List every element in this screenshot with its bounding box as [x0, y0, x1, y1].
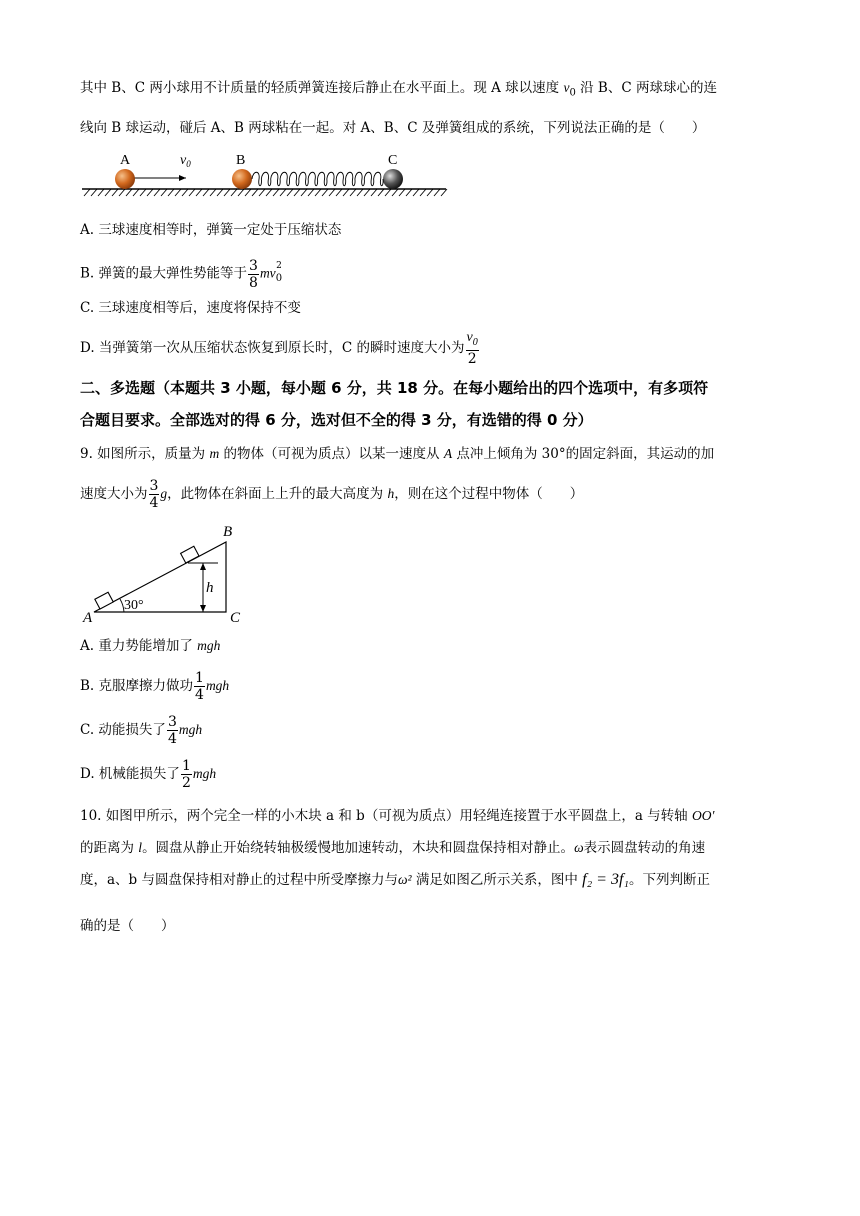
q8-option-a: A. 三球速度相等时，弹簧一定处于压缩状态: [80, 222, 342, 238]
q9-option-d: D. 机械能损失了 $\frac{1}{2}$ mgh: [80, 758, 217, 791]
ball-c: [383, 169, 403, 189]
q9-stem-line2: 速度大小为 $\frac{3}{4}$ g，此物体在斜面上上升的最大高度为 h，则在这个过程中物体（ ）: [80, 478, 584, 511]
q10-stem-line2: 的距离为 l。圆盘从静止开始绕转轴极缓慢地加速转动，木块和圆盘保持相对静止。ω表示圆盘转动的角速: [80, 840, 706, 856]
label-v0: $v_0$: [180, 153, 191, 169]
v0-symbol: v: [563, 80, 570, 95]
q10-stem-line1: 10. 如图甲所示，两个完全一样的小木块 a 和 b（可视为质点）用轻绳连接置于水平圆盘上，a 与转轴 OO′: [80, 808, 715, 824]
label-c: C: [388, 153, 398, 168]
fraction: $\frac{3}{8}$: [249, 257, 258, 291]
section-heading: 二、多选题（本题共 3 小题，每小题 6 分，共 18 分。在每小题给出的四个选项中，有多项符: [80, 379, 709, 397]
label-a: A: [83, 610, 93, 626]
q9-option-c: C. 动能损失了 $\frac{3}{4}$ mgh: [80, 714, 203, 747]
label-b: B: [236, 153, 246, 168]
q9-stem-line1: 9. 如图所示，质量为 m 的物体（可视为质点）以某一速度从 A 点冲上倾角为 30°的固定斜面，其运动的加: [80, 446, 715, 462]
q9-option-b: B. 克服摩擦力做功 $\frac{1}{4}$ mgh: [80, 670, 230, 703]
fraction: $\frac{v_0}{2}$: [466, 329, 478, 368]
label-a: A: [120, 153, 131, 168]
fraction: $\frac{3}{4}$: [149, 478, 159, 511]
label-h: h: [206, 580, 214, 596]
q9-figure: [80, 522, 250, 626]
spring: [252, 172, 383, 186]
fraction: $\frac{1}{4}$: [195, 670, 204, 703]
q8-option-d: D. 当弹簧第一次从压缩状态恢复到原长时，C 的瞬时速度大小为 $\frac{v_0}{2}$: [80, 329, 478, 368]
block-top: [181, 546, 199, 563]
q10-stem-line3: 度，a、b 与圆盘保持相对静止的过程中所受摩擦力与ω² 满足如图乙所示关系，图中 f₂ = 3f₁。下列判断正: [80, 871, 710, 888]
q8-stem-line1: 其中 B、C 两小球用不计质量的轻质弹簧连接后静止在水平面上。现 A 球以速度 $v_0$ 沿 B、C 两球球心的连: [80, 80, 717, 99]
block-bottom: [95, 592, 113, 609]
q8-option-c: C. 三球速度相等后，速度将保持不变: [80, 300, 301, 316]
q9-option-a: A. 重力势能增加了 mgh: [80, 638, 221, 654]
fraction: $\frac{1}{2}$: [181, 758, 191, 791]
q10-stem-line4: 确的是（ ）: [80, 918, 175, 934]
label-c: C: [230, 610, 241, 626]
fraction: $\frac{3}{4}$: [167, 714, 177, 747]
label-b: B: [223, 524, 233, 540]
ball-b: [232, 169, 252, 189]
q8-figure: [82, 148, 450, 204]
ball-a: [115, 169, 135, 189]
section-heading-line2: 合题目要求。全部选对的得 6 分，选对但不全的得 3 分，有选错的得 0 分）: [80, 411, 593, 429]
label-angle: 30°: [124, 598, 144, 613]
q8-option-b: B. 弹簧的最大弹性势能等于 $\frac{3}{8}$ $mv_0^2$: [80, 257, 283, 291]
q8-stem-line2: 线向 B 球运动，碰后 A、B 两球粘在一起。对 A、B、C 及弹簧组成的系统，下列说法正确的是（ ）: [80, 120, 706, 136]
